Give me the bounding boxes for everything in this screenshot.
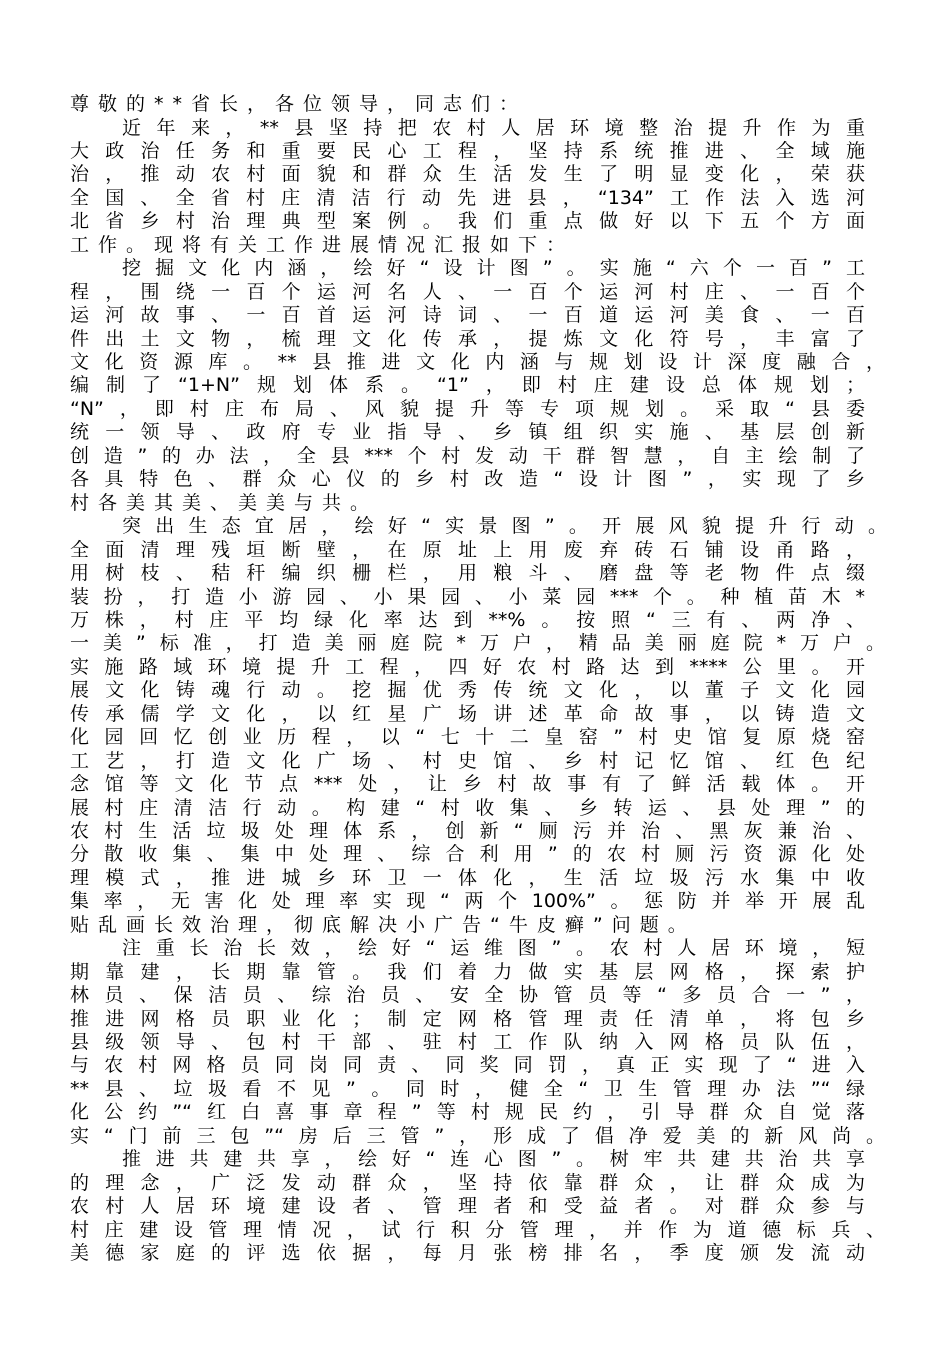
document-line: 万株，村庄平均绿化率达到**%。按照“三有、两净、 xyxy=(70,608,865,631)
document-line: 各具特色、群众心仪的乡村改造“设计图”，实现了乡 xyxy=(70,468,865,491)
document-line: 传承儒学文化，以红星广场讲述革命故事，以铸造文 xyxy=(70,702,865,725)
document-line: 展村庄清洁行动。构建“村收集、乡转运、县处理”的 xyxy=(70,796,865,819)
document-line: 一美”标准，打造美丽庭院*万户，精品美丽庭院*万户。 xyxy=(70,632,885,655)
document-line: 期靠建，长期靠管。我们着力做实基层网格，探索护 xyxy=(70,960,865,983)
document-line: 全面清理残垣断壁，在原址上用废弃砖石铺设甬路， xyxy=(70,538,865,561)
document-line: 农村人居环境建设者、管理者和受益者。对群众参与 xyxy=(70,1195,865,1218)
document-line: 用树枝、秸秆编织栅栏，用粮斗、磨盘等老物件点缀 xyxy=(70,562,865,584)
document-line: 统一领导、政府专业指导、乡镇组织实施、基层创新 xyxy=(70,421,865,444)
document-line: 县级领导、包村干部、驻村工作队纳入网格员队伍， xyxy=(70,1031,865,1053)
document-line: 与农村网格员同岗同责、同奖同罚，真正实现了“进入 xyxy=(70,1054,865,1077)
document-line: “N”，即村庄布局、风貌提升等专项规划。采取“县委 xyxy=(70,397,865,420)
document-line: 北省乡村治理典型案例。我们重点做好以下五个方面 xyxy=(70,210,865,233)
document-line: 村各美其美、美美与共。 xyxy=(70,491,379,514)
document-line: 化园回忆创业历程，以“七十二皇窑”村史馆复原烧窑 xyxy=(70,726,865,749)
document-line: 大政治任务和重要民心工程，坚持系统推进、全域施 xyxy=(70,139,865,162)
document-line: 运河故事、一百首运河诗词、一百道运河美食、一百 xyxy=(70,304,865,326)
document-line: 念馆等文化节点***处，让乡村故事有了鲜活载体。开 xyxy=(70,773,865,795)
document-line: 尊敬的**省长，各位领导，同志们： xyxy=(70,93,528,115)
document-line: 工艺，打造文化广场、村史馆、乡村记忆馆、红色纪 xyxy=(70,749,865,772)
document-line: **县、垃圾看不见”。同时，健全“卫生管理办法”“绿 xyxy=(70,1077,865,1100)
document-line: 文化资源库。**县推进文化内涵与规划设计深度融合， xyxy=(70,350,885,373)
document-line: 治，推动农村面貌和群众生活发生了明显变化，荣获 xyxy=(70,163,865,186)
document-line: 美德家庭的评选依据，每月张榜排名，季度颁发流动 xyxy=(70,1242,865,1264)
document-line: 注重长治长效，绘好“运维图”。农村人居环境，短 xyxy=(122,937,865,960)
document-line: 农村生活垃圾处理体系，创新“厕污并治、黑灰兼治、 xyxy=(70,819,865,842)
document-line: 化公约”“红白喜事章程”等村规民约，引导群众自觉落 xyxy=(70,1101,865,1124)
document-line: 理模式，推进城乡环卫一体化，生活垃圾污水集中收 xyxy=(70,866,865,889)
document-line: 近年来，**县坚持把农村人居环境整治提升作为重 xyxy=(122,116,865,139)
document-line: 推进共建共享，绘好“连心图”。树牢共建共治共享 xyxy=(122,1148,865,1171)
document-line: 挖掘文化内涵，绘好“设计图”。实施“六个一百”工 xyxy=(122,257,865,280)
document-line: 贴乱画长效治理，彻底解决小广告“牛皮癣”问题。 xyxy=(70,913,696,936)
document-line: 林员、保洁员、综治员、安全协管员等“多员合一”， xyxy=(70,984,865,1007)
document-line: 程，围绕一百个运河名人、一百个运河村庄、一百个 xyxy=(70,280,865,303)
document-line: 工作。现将有关工作进展情况汇报如下： xyxy=(70,233,575,256)
document-line: 件出土文物，梳理文化传承，提炼文化符号，丰富了 xyxy=(70,327,865,350)
document-line: 集率，无害化处理率实现“两个100%”。惩防并举开展乱 xyxy=(70,890,865,913)
document-line: 的理念，广泛发动群众，坚持依靠群众，让群众成为 xyxy=(70,1171,865,1194)
document-line: 全国、全省村庄清洁行动先进县，“134”工作法入选河 xyxy=(70,186,865,209)
document-line: 突出生态宜居，绘好“实景图”。开展风貌提升行动。 xyxy=(122,515,887,538)
document-line: 创造”的办法，全县***个村发动干群智慧，自主绘制了 xyxy=(70,444,865,467)
document-line: 编制了“1+N”规划体系。“1”，即村庄建设总体规划； xyxy=(70,374,865,397)
document-line: 装扮，打造小游园、小果园、小菜园***个。种植苗木* xyxy=(70,585,865,608)
document-line: 实施路域环境提升工程，四好农村路达到****公里。开 xyxy=(70,655,865,678)
document-line: 推进网格员职业化；制定网格管理责任清单，将包乡 xyxy=(70,1007,865,1030)
document-line: 实“门前三包”“房后三管”，形成了倡净爱美的新风尚。 xyxy=(70,1124,885,1147)
document-line: 村庄建设管理情况，试行积分管理，并作为道德标兵、 xyxy=(70,1218,885,1241)
document-line: 分散收集、集中处理、综合利用”的农村厕污资源化处 xyxy=(70,843,865,866)
document-line: 展文化铸魂行动。挖掘优秀传统文化，以董子文化园 xyxy=(70,679,865,702)
